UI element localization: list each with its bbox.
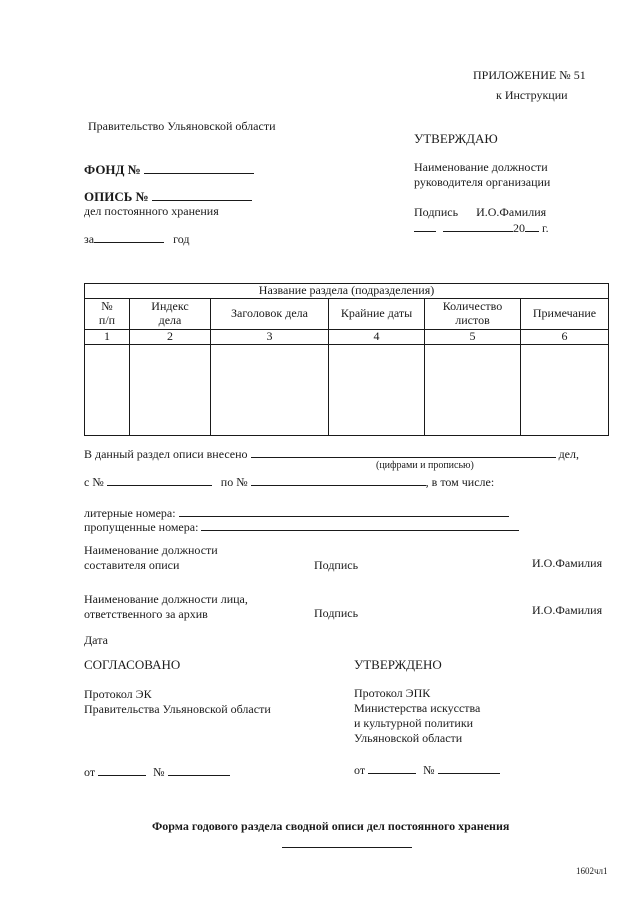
agreed-line1: Протокол ЭК [84, 687, 152, 701]
approved-line2: Министерства искусства [354, 701, 481, 715]
approved-title: УТВЕРЖДЕНО [354, 657, 442, 672]
year-prefix: за [84, 232, 95, 246]
director-signature [414, 205, 546, 219]
entered-suffix: дел, [558, 447, 579, 461]
date-label: Дата [84, 633, 108, 647]
approve-title: УТВЕРЖДАЮ [414, 131, 498, 146]
section-title-cell: Название раздела (подразделения) [85, 284, 609, 299]
letter-numbers-label: литерные номера: [84, 506, 176, 520]
column-number: 1 [85, 330, 130, 345]
from-label: с № [84, 475, 104, 489]
table-body-cell [521, 344, 609, 435]
inventory-label: ОПИСЬ № [84, 189, 149, 204]
missing-numbers-line [84, 519, 519, 534]
agreed-num: № [153, 765, 165, 779]
column-number: 3 [211, 330, 329, 345]
date-year: 20 [513, 221, 525, 235]
missing-numbers-label: пропущенные номера: [84, 520, 199, 534]
table-body-cell [130, 344, 211, 435]
agreed-from: от [84, 765, 96, 779]
compiler-position-line2: составителя описи [84, 558, 180, 572]
inventory-table [84, 283, 609, 436]
table-body-cell [425, 344, 521, 435]
fund-line [84, 162, 254, 178]
director-position-line1: Наименование должности [414, 160, 548, 174]
approved-from: от [354, 763, 366, 777]
agreed-line2: Правительства Ульяновской области [84, 702, 271, 716]
column-number: 2 [130, 330, 211, 345]
archive-position-line1: Наименование должности лица, [84, 592, 248, 606]
year-suffix: год [173, 232, 190, 246]
including-label: , в том числе: [425, 475, 495, 489]
compiler-name: И.О.Фамилия [532, 556, 603, 570]
date-suffix: г. [542, 221, 549, 235]
table-body-cell [211, 344, 329, 435]
column-number: 6 [521, 330, 609, 345]
column-header-num: № п/п [85, 299, 130, 330]
column-number: 5 [425, 330, 521, 345]
inventory-line [84, 189, 252, 205]
column-header-note: Примечание [521, 299, 609, 330]
appendix-sub: к Инструкции [496, 88, 568, 102]
director-position-line2: руководителя организации [414, 175, 551, 189]
entered-hint: (цифрами и прописью) [376, 460, 474, 471]
year-line [84, 231, 189, 246]
agreed-title: СОГЛАСОВАНО [84, 657, 181, 672]
inventory-sub: дел постоянного хранения [84, 204, 219, 218]
approved-line4: Ульяновской области [354, 731, 463, 745]
director-name: И.О.Фамилия [476, 205, 547, 219]
column-number: 4 [329, 330, 425, 345]
column-header-dates: Крайние даты [329, 299, 425, 330]
column-header-index: Индекс дела [130, 299, 211, 330]
director-sign-label: Подпись [414, 205, 459, 219]
page-code: 1602чл1 [576, 866, 608, 876]
approved-line1: Протокол ЭПК [354, 686, 431, 700]
agreed-date-line [84, 764, 230, 779]
range-line [84, 474, 494, 489]
to-label: по № [220, 475, 248, 489]
table-body-cell [85, 344, 130, 435]
archive-name: И.О.Фамилия [532, 603, 603, 617]
table-body-cell [329, 344, 425, 435]
appendix-label: ПРИЛОЖЕНИЕ № 51 [473, 68, 586, 82]
archive-sign-label: Подпись [314, 606, 359, 620]
compiler-sign-label: Подпись [314, 558, 359, 572]
form-title: Форма годового раздела сводной описи дел постоянного хранения [152, 819, 510, 833]
approved-line3: и культурной политики [354, 716, 474, 730]
form-title-rule [282, 847, 412, 848]
director-date-line [414, 220, 549, 235]
entered-line [84, 446, 579, 461]
column-header-sheets: Количество листов [425, 299, 521, 330]
column-header-title: Заголовок дела [211, 299, 329, 330]
approved-date-line [354, 762, 500, 777]
organization-name: Правительство Ульяновской области [88, 119, 276, 133]
approved-num: № [423, 763, 435, 777]
compiler-position-line1: Наименование должности [84, 543, 218, 557]
entered-prefix: В данный раздел описи внесено [84, 447, 248, 461]
archive-position-line2: ответственного за архив [84, 607, 208, 621]
fund-label: ФОНД № [84, 162, 141, 177]
